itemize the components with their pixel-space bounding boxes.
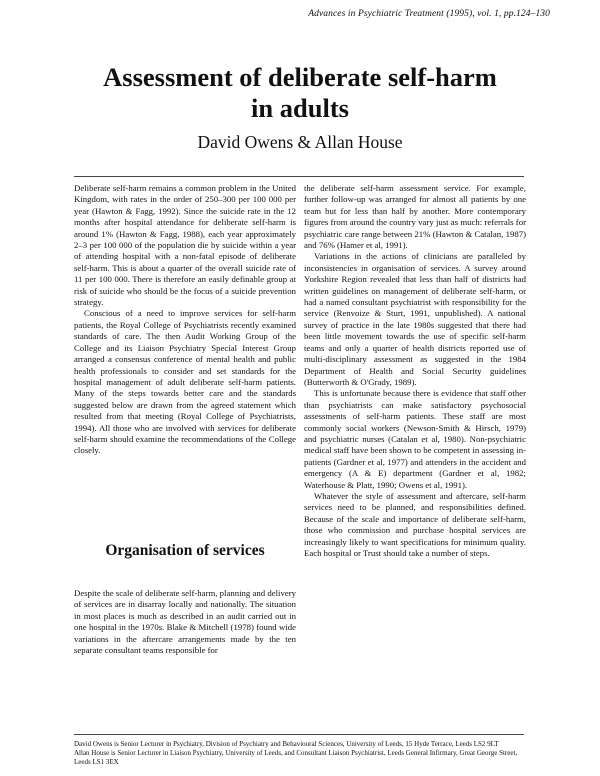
author-footnotes [74,740,526,767]
footnote-divider [74,734,524,735]
right-paragraph-1: the deliberate self-harm assessment service. For example, further follow-up was arranged for almost all patients by one team but for less than half by another. More contemporary figures from around the country vary just as much: referrals for psychiatric care range between 21% (Hawton & Catalan, 1987) and 76% (Hamer et al, 1991). [304,183,526,251]
title-line-1: Assessment of deliberate self-harm [103,62,497,92]
footnote-owens: David Owens is Senior Lecturer in Psychiatry, Division of Psychiatry and Behavioural Sciences, University of Leeds, 15 Hyde Terrace, Leeds LS2 9LT [74,740,499,748]
article-title [0,62,600,124]
right-paragraph-4: Whatever the style of assessment and aftercare, self-harm services need to be planned, and responsibilities defined. Because of the scale and importance of deliberate self-harm, those who commission and purchase hospital services are increasingly likely to want specifications for minimum quality. Each hospital or Trust should take a number of steps. [304,490,526,558]
right-paragraph-2: Variations in the actions of clinicians are paralleled by inconsistencies in organisation of services. A survey around Yorkshire Region revealed that less than half of districts had written guidelines on management of deliberate self-harm, or had a named consultant psychiatrist with responsibility for the service (Renvoize & Sturt, 1991, unpublished). A national survey of practice in the late 1980s suggested that there had been little movement towards the use of specific self-harm teams and only a quarter of health districts reported use of multi-disciplinary assessment as suggested in the 1984 Department of Health and Social Security guidelines (Butterworth & O'Grady, 1989). [304,251,526,387]
author-line: David Owens & Allan House [197,132,403,152]
organisation-paragraph-1: Despite the scale of deliberate self-harm, planning and delivery of services are in disarray locally and nationally. The situation in most places is much as described in an audit carried out in one hospital in the 1970s. Blake & Mitchell (1978) found wide variations in the aftercare arrangements made by the ten separate consultant teams responsible for [74,588,296,656]
intro-paragraph-2: Conscious of a need to improve services for self-harm patients, the Royal College of Psychiatrists recently examined standards of care. The then Audit Working Group of the College and its Liaison Psychiatry Special Interest Group arranged a consensus conference of mental health and public health professionals to consider and set standards for the hospital management of adult deliberate self-harm patients. Many of the steps towards better care and the standards suggested below are drawn from the agreed statement which resulted from that meeting (Royal College of Psychiatrists, 1994). All those who are involved with services for deliberate self-harm should examine the recommendations of the College closely. [74,308,296,456]
title-line-2: in adults [251,93,349,123]
left-column [74,183,296,457]
right-paragraph-3: This is unfortunate because there is evidence that staff other than psychiatrists can make satisfactory psychosocial assessments of self-harm patients. These staff are most commonly social workers (Newson-Smith & Hirsch, 1979) and psychiatric nurses (Catalan et al, 1980). Non-psychiatric medical staff have been shown to be competent in assessing in-patients (Gardner et al, 1977) and attenders in the accident and emergency (A & E) department (Gardner et al, 1982; Waterhouse & Platt, 1990; Owens et al, 1991). [304,388,526,490]
right-column [304,183,526,559]
top-divider [74,176,524,177]
intro-paragraph-1: Deliberate self-harm remains a common problem in the United Kingdom, with rates in the order of 250–300 per 100 000 per year (Hawton & Fagg, 1992). Since the suicide rate in the 12 months after hospital attendance for deliberate self-harm is around 1% (Hawton & Fagg, 1988), each year approximately 2–3 per 100 000 of the population die by suicide within a year of attending hospital with a non-fatal episode of deliberate self-harm. This is about a quarter of the overall suicide rate of 11 per 100 000. There is therefore an easily definable group at risk of suicide who should be the focus of a suicide prevention strategy. [74,183,296,308]
section-heading-organisation: Organisation of services [105,542,265,559]
journal-header: Advances in Psychiatric Treatment (1995), vol. 1, pp.124–130 [308,9,550,19]
footnote-house: Allan House is Senior Lecturer in Liaison Psychiatry, University of Leeds, and Consultant Liaison Psychiatrist, Leeds General Infirmary, Great George Street, Leeds LS1 3EX [74,749,518,766]
left-column-lower [74,588,296,656]
